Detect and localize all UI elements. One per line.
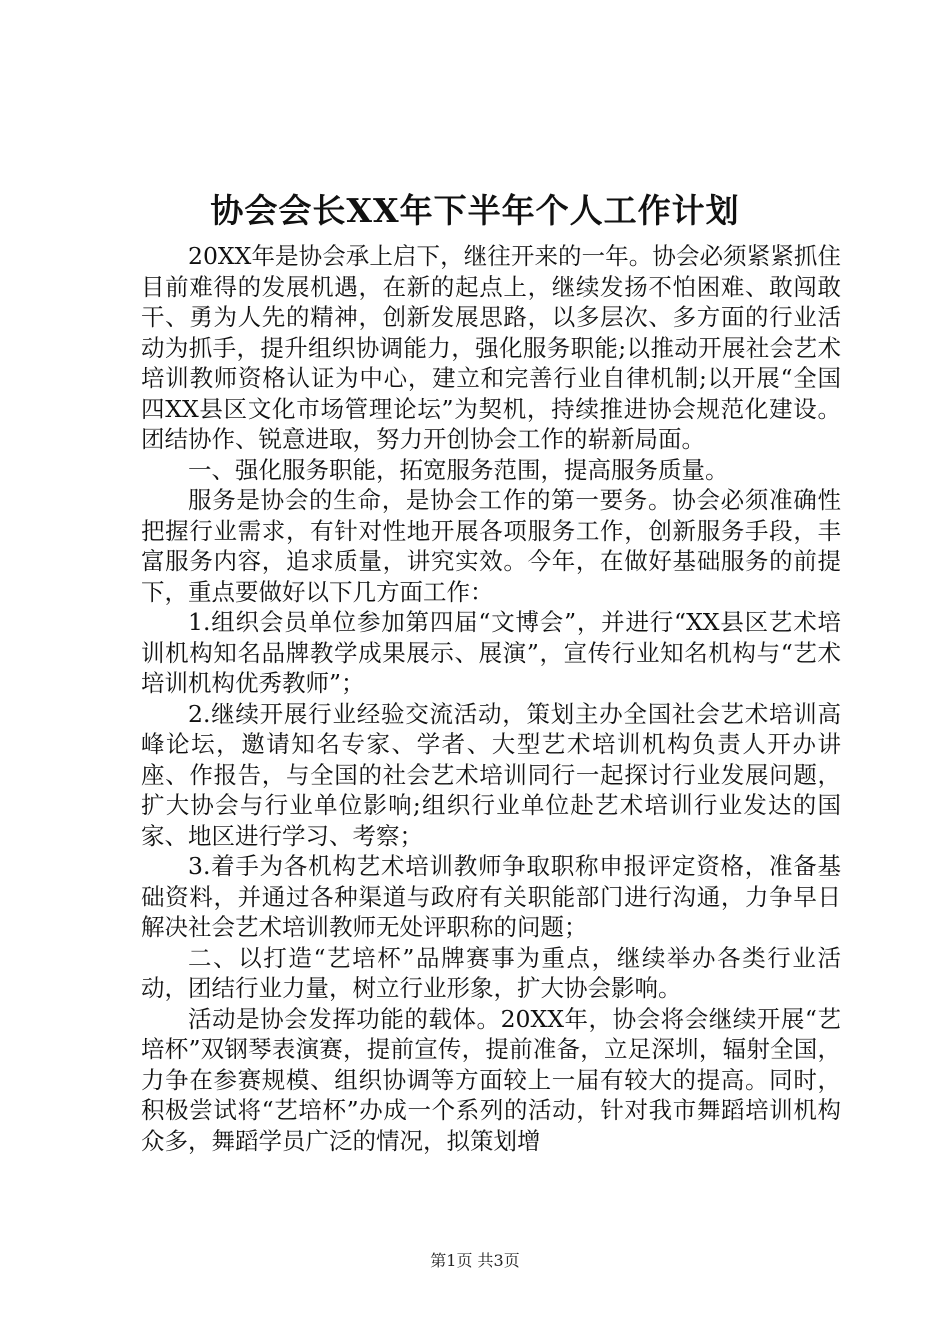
page-number: 第1页 共3页 bbox=[430, 1251, 520, 1270]
list-item-2: 2.继续开展行业经验交流活动，策划主办全国社会艺术培训高峰论坛，邀请知名专家、学者、大型艺术培训机构负责人开办讲座、作报告，与全国的社会艺术培训同行一起探讨行业发展问题，扩大协会与行业单位影响;组织行业单位赴艺术培训行业发达的国家、地区进行学习、考察； bbox=[141, 699, 841, 850]
heading-section-2: 二、以打造“艺培杯”品牌赛事为重点，继续举办各类行业活动，团结行业力量，树立行业形象，扩大协会影响。 bbox=[141, 943, 841, 1002]
paragraph-intro: 20XX年是协会承上启下，继往开来的一年。协会必须紧紧抓住目前难得的发展机遇，在新的起点上，继续发扬不怕困难、敢闯敢干、勇为人先的精神，创新发展思路，以多层次、多方面的行业活动为抓手，提升组织协调能力，强化服务职能;以推动开展社会艺术培训教师资格认证为中心，建立和完善行业自律机制;以开展“全国四XX县区文化市场管理论坛”为契机，持续推进协会规范化建设。团结协作、锐意进取，努力开创协会工作的崭新局面。 bbox=[141, 242, 841, 453]
list-item-3: 3.着手为各机构艺术培训教师争取职称申报评定资格，准备基础资料，并通过各种渠道与政府有关职能部门进行沟通，力争早日解决社会艺术培训教师无处评职称的问题； bbox=[141, 852, 841, 941]
paragraph-service: 服务是协会的生命，是协会工作的第一要务。协会必须准确性把握行业需求，有针对性地开展各项服务工作，创新服务手段，丰富服务内容，追求质量，讲究实效。今年，在做好基础服务的前提下，重点要做好以下几方面工作： bbox=[141, 486, 841, 606]
list-item-1: 1.组织会员单位参加第四届“文博会”，并进行“XX县区艺术培训机构知名品牌教学成果展示、展演”，宣传行业知名机构与“艺术培训机构优秀教师”； bbox=[141, 608, 841, 697]
paragraph-activity: 活动是协会发挥功能的载体。20XX年，协会将会继续开展“艺培杯”双钢琴表演赛，提前宣传，提前准备，立足深圳，辐射全国，力争在参赛规模、组织协调等方面较上一届有较大的提高。同时，积极尝试将“艺培杯”办成一个系列的活动，针对我市舞蹈培训机构众多，舞蹈学员广泛的情况，拟策划增 bbox=[141, 1004, 841, 1155]
heading-section-1: 一、强化服务职能，拓宽服务范围，提高服务质量。 bbox=[188, 455, 729, 484]
document-title: 协会会长XX年下半年个人工作计划 bbox=[210, 191, 740, 230]
document-body bbox=[141, 241, 841, 1156]
